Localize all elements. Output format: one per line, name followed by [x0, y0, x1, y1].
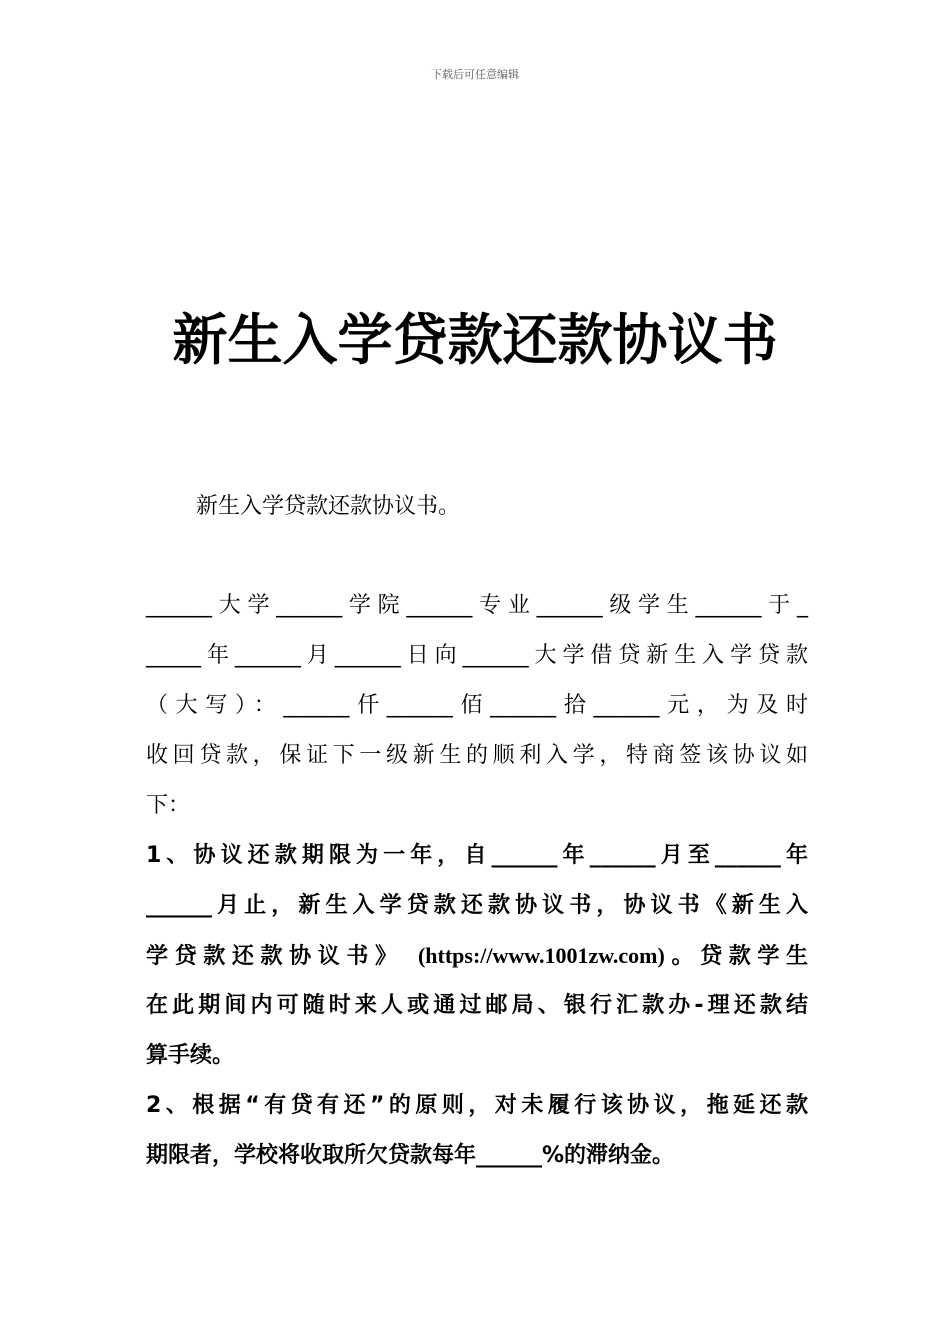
- text-line: 算手续。: [146, 1043, 235, 1068]
- source-url: (https://www.1001zw.com): [417, 943, 665, 968]
- text-line: _____年______月______日向______大学借贷新生入学贷款: [146, 643, 808, 668]
- intro-line: 新生入学贷款还款协议书。: [196, 494, 461, 519]
- body-text: [146, 588, 808, 1188]
- text-line: 下：: [146, 793, 191, 818]
- text-line: 收回贷款，保证下一级新生的顺利入学，特商签该协议如: [146, 743, 808, 768]
- document-title: 新生入学贷款还款协议书: [172, 308, 778, 372]
- text-fragment: 学贷款还款协议书》: [146, 944, 404, 969]
- text-line: 在此期间内可随时来人或通过邮局、银行汇款办-理还款结: [146, 993, 808, 1018]
- text-line: ______月止，新生入学贷款还款协议书，协议书《新生入: [146, 893, 808, 918]
- header-note: 下载后可任意编辑: [431, 68, 519, 81]
- clause-1: [146, 838, 808, 1088]
- text-fragment: 。贷款学生: [664, 944, 808, 969]
- paragraph-intro: [146, 588, 808, 838]
- text-line: 期限者，学校将收取所欠贷款每年______%的滞纳金。: [146, 1143, 675, 1168]
- text-line: [146, 938, 808, 988]
- text-line: 1、协议还款期限为一年，自______年______月至______年: [146, 843, 808, 868]
- text-line: 2、根据“有贷有还”的原则，对未履行该协议，拖延还款: [146, 1093, 808, 1118]
- text-line: （大写）：______仟______佰______拾______元，为及时: [146, 693, 808, 718]
- clause-2: [146, 1088, 808, 1188]
- text-line: ______大学______学院______专业______级学生______于_: [146, 593, 808, 618]
